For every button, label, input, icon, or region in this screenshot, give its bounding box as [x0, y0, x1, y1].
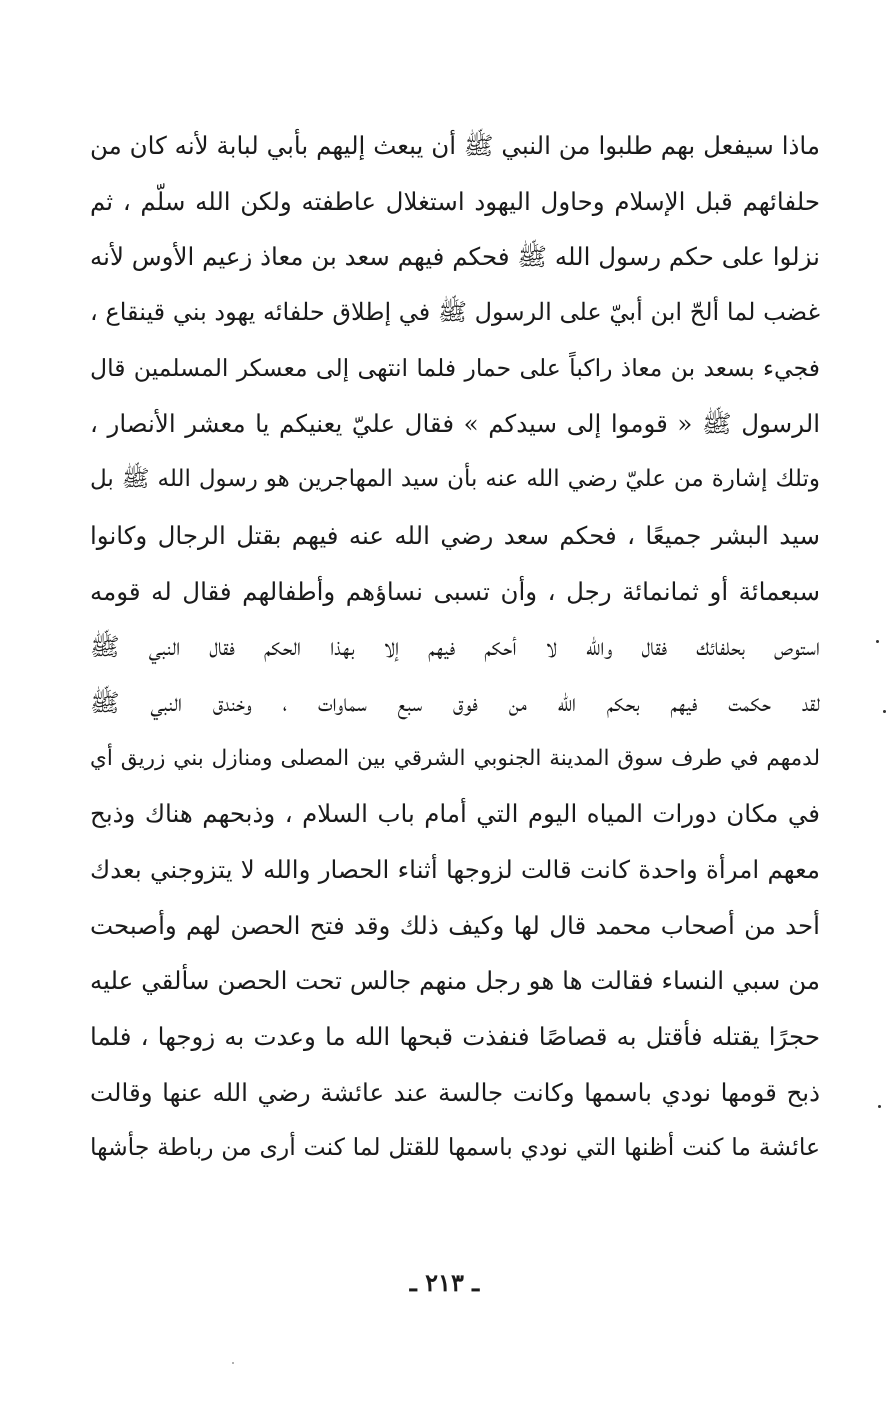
text-line: ماذا سيفعل بهم طلبوا من النبي ﷺ أن يبعث إليهم بأبي لبابة لأنه كان من [90, 131, 820, 160]
text-line: سيد البشر جميعًا ، فحكم سعد رضي الله عنه فيهم بقتل الرجال وكانوا [90, 520, 820, 550]
text-line: الرسول ﷺ « قوموا إلى سيدكم » فقال عليّ يعنيكم يا معشر الأنصار ، [90, 409, 820, 439]
text-line: في مكان دورات المياه اليوم التي أمام باب السلام ، وذبحهم هناك وذبح [90, 799, 820, 829]
text-line: استوص بحلفائك فقال والله لا أحكم فيهم إلا بهذا الحكم فقال النبي ﷺ [90, 632, 820, 662]
text-line: أحد من أصحاب محمد قال لها وكيف ذلك وقد فتح الحصن لهم وأصبحت [90, 910, 820, 940]
scan-speck [878, 1105, 881, 1108]
text-line: غضب لما ألحّ ابن أبيّ على الرسول ﷺ في إطلاق حلفائه يهود بني قينقاع ، [90, 298, 820, 327]
text-line: حلفائهم قبل الإسلام وحاول اليهود استغلال عاطفته ولكن الله سلّم ، ثم [90, 186, 820, 216]
scan-speck [883, 710, 886, 713]
scan-speck [876, 640, 879, 643]
scan-speck [232, 1362, 234, 1364]
text-line: فجيء بسعد بن معاذ راكباً على حمار فلما انتهى إلى معسكر المسلمين قال [90, 353, 820, 382]
text-line: لقد حكمت فيهم بحكم الله من فوق سبع سماوات ، وخندق النبي ﷺ [90, 687, 820, 717]
page-number: ـ ٢١٣ ـ [409, 1268, 480, 1297]
text-line: ذبح قومها نودي باسمها وكانت جالسة عند عائشة رضي الله عنها وقالت [90, 1077, 820, 1107]
text-line: سبعمائة أو ثمانمائة رجل ، وأن تسبى نساؤهم وأطفالهم فقال له قومه [90, 576, 820, 606]
text-line: لدمهم في طرف سوق المدينة الجنوبي الشرقي بين المصلى ومنازل بني زريق أي [90, 745, 820, 771]
text-line: نزلوا على حكم رسول الله ﷺ فحكم فيهم سعد بن معاذ زعيم الأوس لأنه [90, 242, 820, 272]
text-line: وتلك إشارة من عليّ رضي الله عنه بأن سيد المهاجرين هو رسول الله ﷺ بل [90, 466, 820, 493]
text-line: من سبي النساء فقالت ها هو رجل منهم جالس تحت الحصن سألقي عليه [90, 966, 820, 996]
text-line: معهم امرأة واحدة كانت قالت لزوجها أثناء الحصار والله لا يتزوجني بعدك [90, 854, 820, 884]
text-line: عائشة ما كنت أظنها التي نودي باسمها للقتل لما كنت أرى من رباطة جأشها [90, 1133, 820, 1162]
body-text [90, 118, 820, 1176]
text-line: حجرًا يقتله فأقتل به قصاصًا فنفذت قبحها الله ما وعدت به زوجها ، فلما [90, 1022, 820, 1051]
